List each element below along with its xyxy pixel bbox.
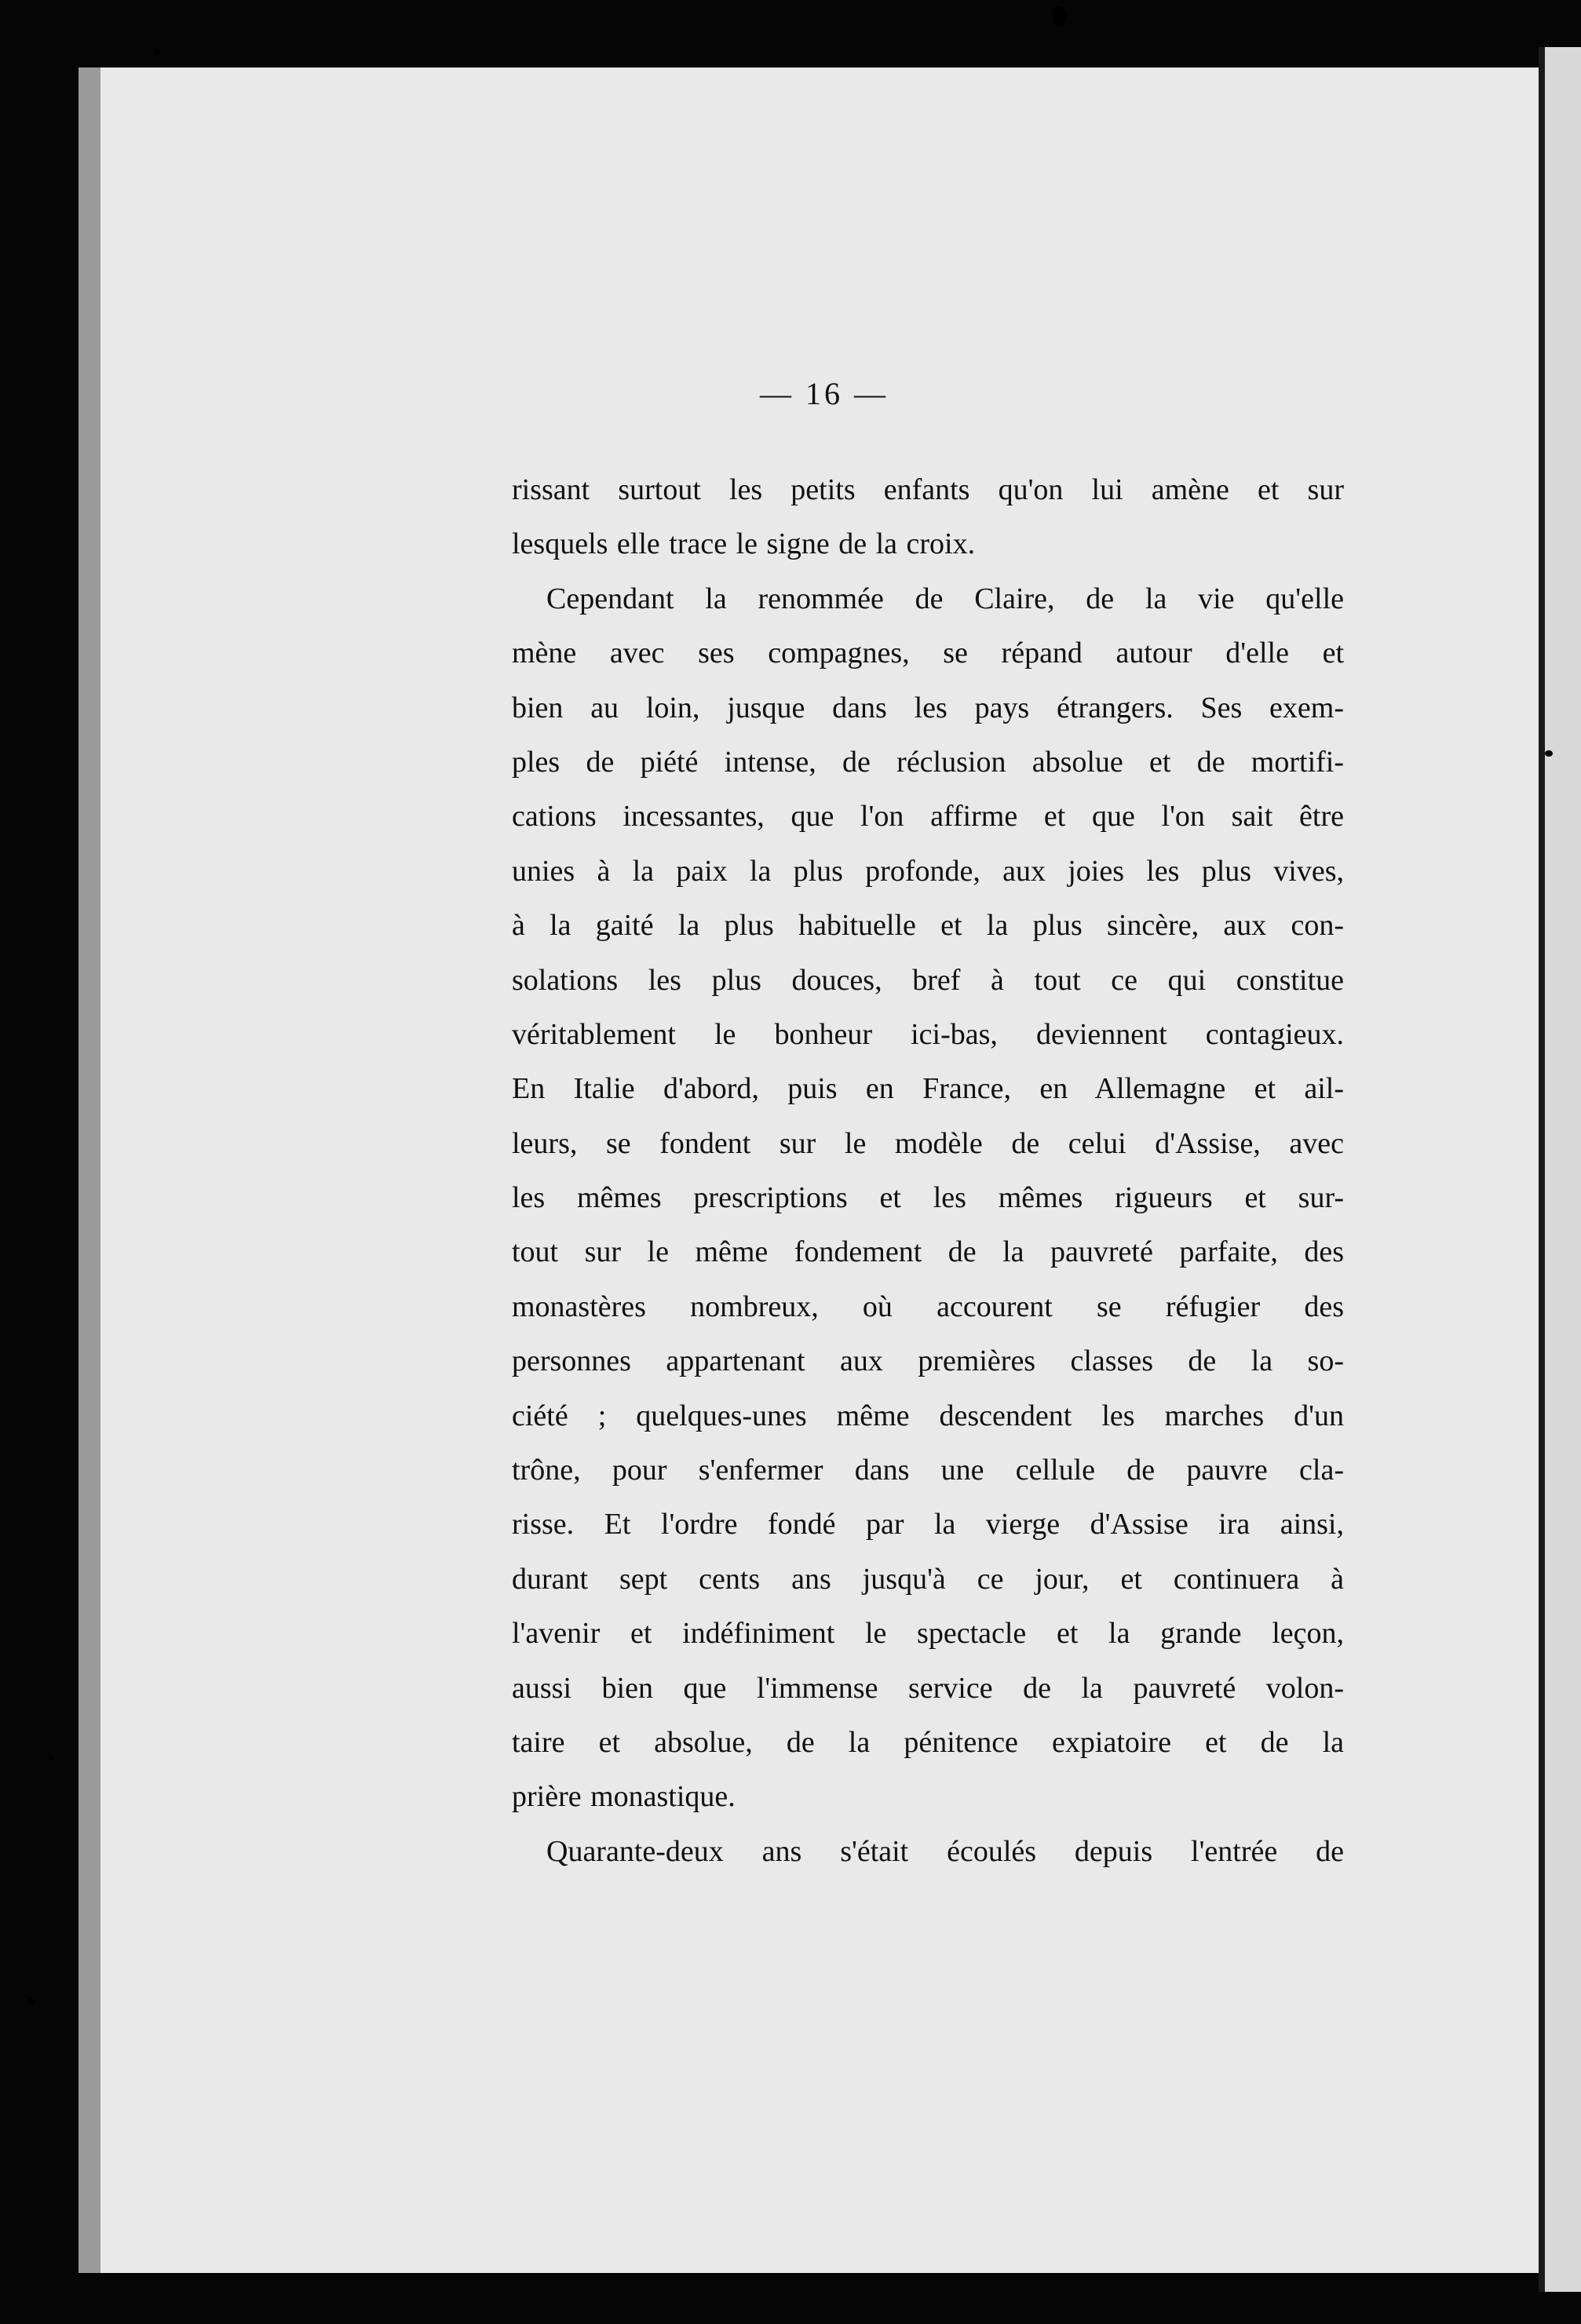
next-page-edge	[1545, 47, 1581, 2292]
text-line: solations les plus douces, bref à tout ce qui constitue	[512, 963, 1344, 997]
text-line: leurs, se fondent sur le modèle de celui d'Assise, avec	[512, 1126, 1344, 1160]
text-line: ciété ; quelques-unes même descendent les marches d'un	[512, 1399, 1344, 1432]
text-line: tout sur le même fondement de la pauvreté parfaite, des	[512, 1235, 1344, 1269]
text-line: mène avec ses compagnes, se répand autour d'elle et	[512, 637, 1344, 670]
text-line: cations incessantes, que l'on affirme et que l'on sait être	[512, 800, 1344, 834]
text-line: véritablement le bonheur ici-bas, deviennent contagieux.	[512, 1017, 1344, 1051]
text-line: risse. Et l'ordre fondé par la vierge d'Assise ira ainsi,	[512, 1508, 1344, 1541]
scan-speck	[1545, 750, 1553, 757]
text-line: Cependant la renommée de Claire, de la vie qu'elle	[546, 582, 1344, 615]
text-line: lesquels elle trace le signe de la croix.	[512, 527, 976, 561]
scan-speck	[1052, 6, 1066, 27]
text-line: rissant surtout les petits enfants qu'on lui amène et sur	[512, 473, 1344, 506]
binding-edge	[79, 67, 100, 2273]
text-line: taire et absolue, de la pénitence expiatoire et de la	[512, 1725, 1344, 1759]
text-line: aussi bien que l'immense service de la pauvreté volon-	[512, 1671, 1344, 1705]
text-line: Quarante-deux ans s'était écoulés depuis l'entrée de	[546, 1834, 1344, 1868]
text-line: bien au loin, jusque dans les pays étrangers. Ses exem-	[512, 691, 1344, 724]
scan-speck	[154, 49, 160, 55]
text-line: l'avenir et indéfiniment le spectacle et la grande leçon,	[512, 1617, 1344, 1651]
text-line: unies à la paix la plus profonde, aux joies les plus vives,	[512, 854, 1344, 888]
text-line: prière monastique.	[512, 1780, 736, 1814]
scan-speck	[49, 1755, 54, 1760]
text-line: En Italie d'abord, puis en France, en Allemagne et ail-	[512, 1072, 1344, 1106]
text-line: monastères nombreux, où accourent se réfugier des	[512, 1290, 1344, 1323]
text-line: ples de piété intense, de réclusion absolue et de mortifi-	[512, 745, 1344, 779]
text-line: durant sept cents ans jusqu'à ce jour, et continuera à	[512, 1562, 1344, 1596]
text-line: les mêmes prescriptions et les mêmes rigueurs et sur-	[512, 1181, 1344, 1215]
body-text	[512, 463, 1344, 1879]
text-line: à la gaité la plus habituelle et la plus sincère, aux con-	[512, 909, 1344, 943]
page-edge-shadow	[1539, 47, 1545, 2292]
text-line: trône, pour s'enfermer dans une cellule de pauvre cla-	[512, 1454, 1344, 1487]
page-number: — 16 —	[760, 376, 889, 411]
text-line: personnes appartenant aux premières classes de la so-	[512, 1344, 1344, 1378]
scan-speck	[28, 1998, 34, 2004]
